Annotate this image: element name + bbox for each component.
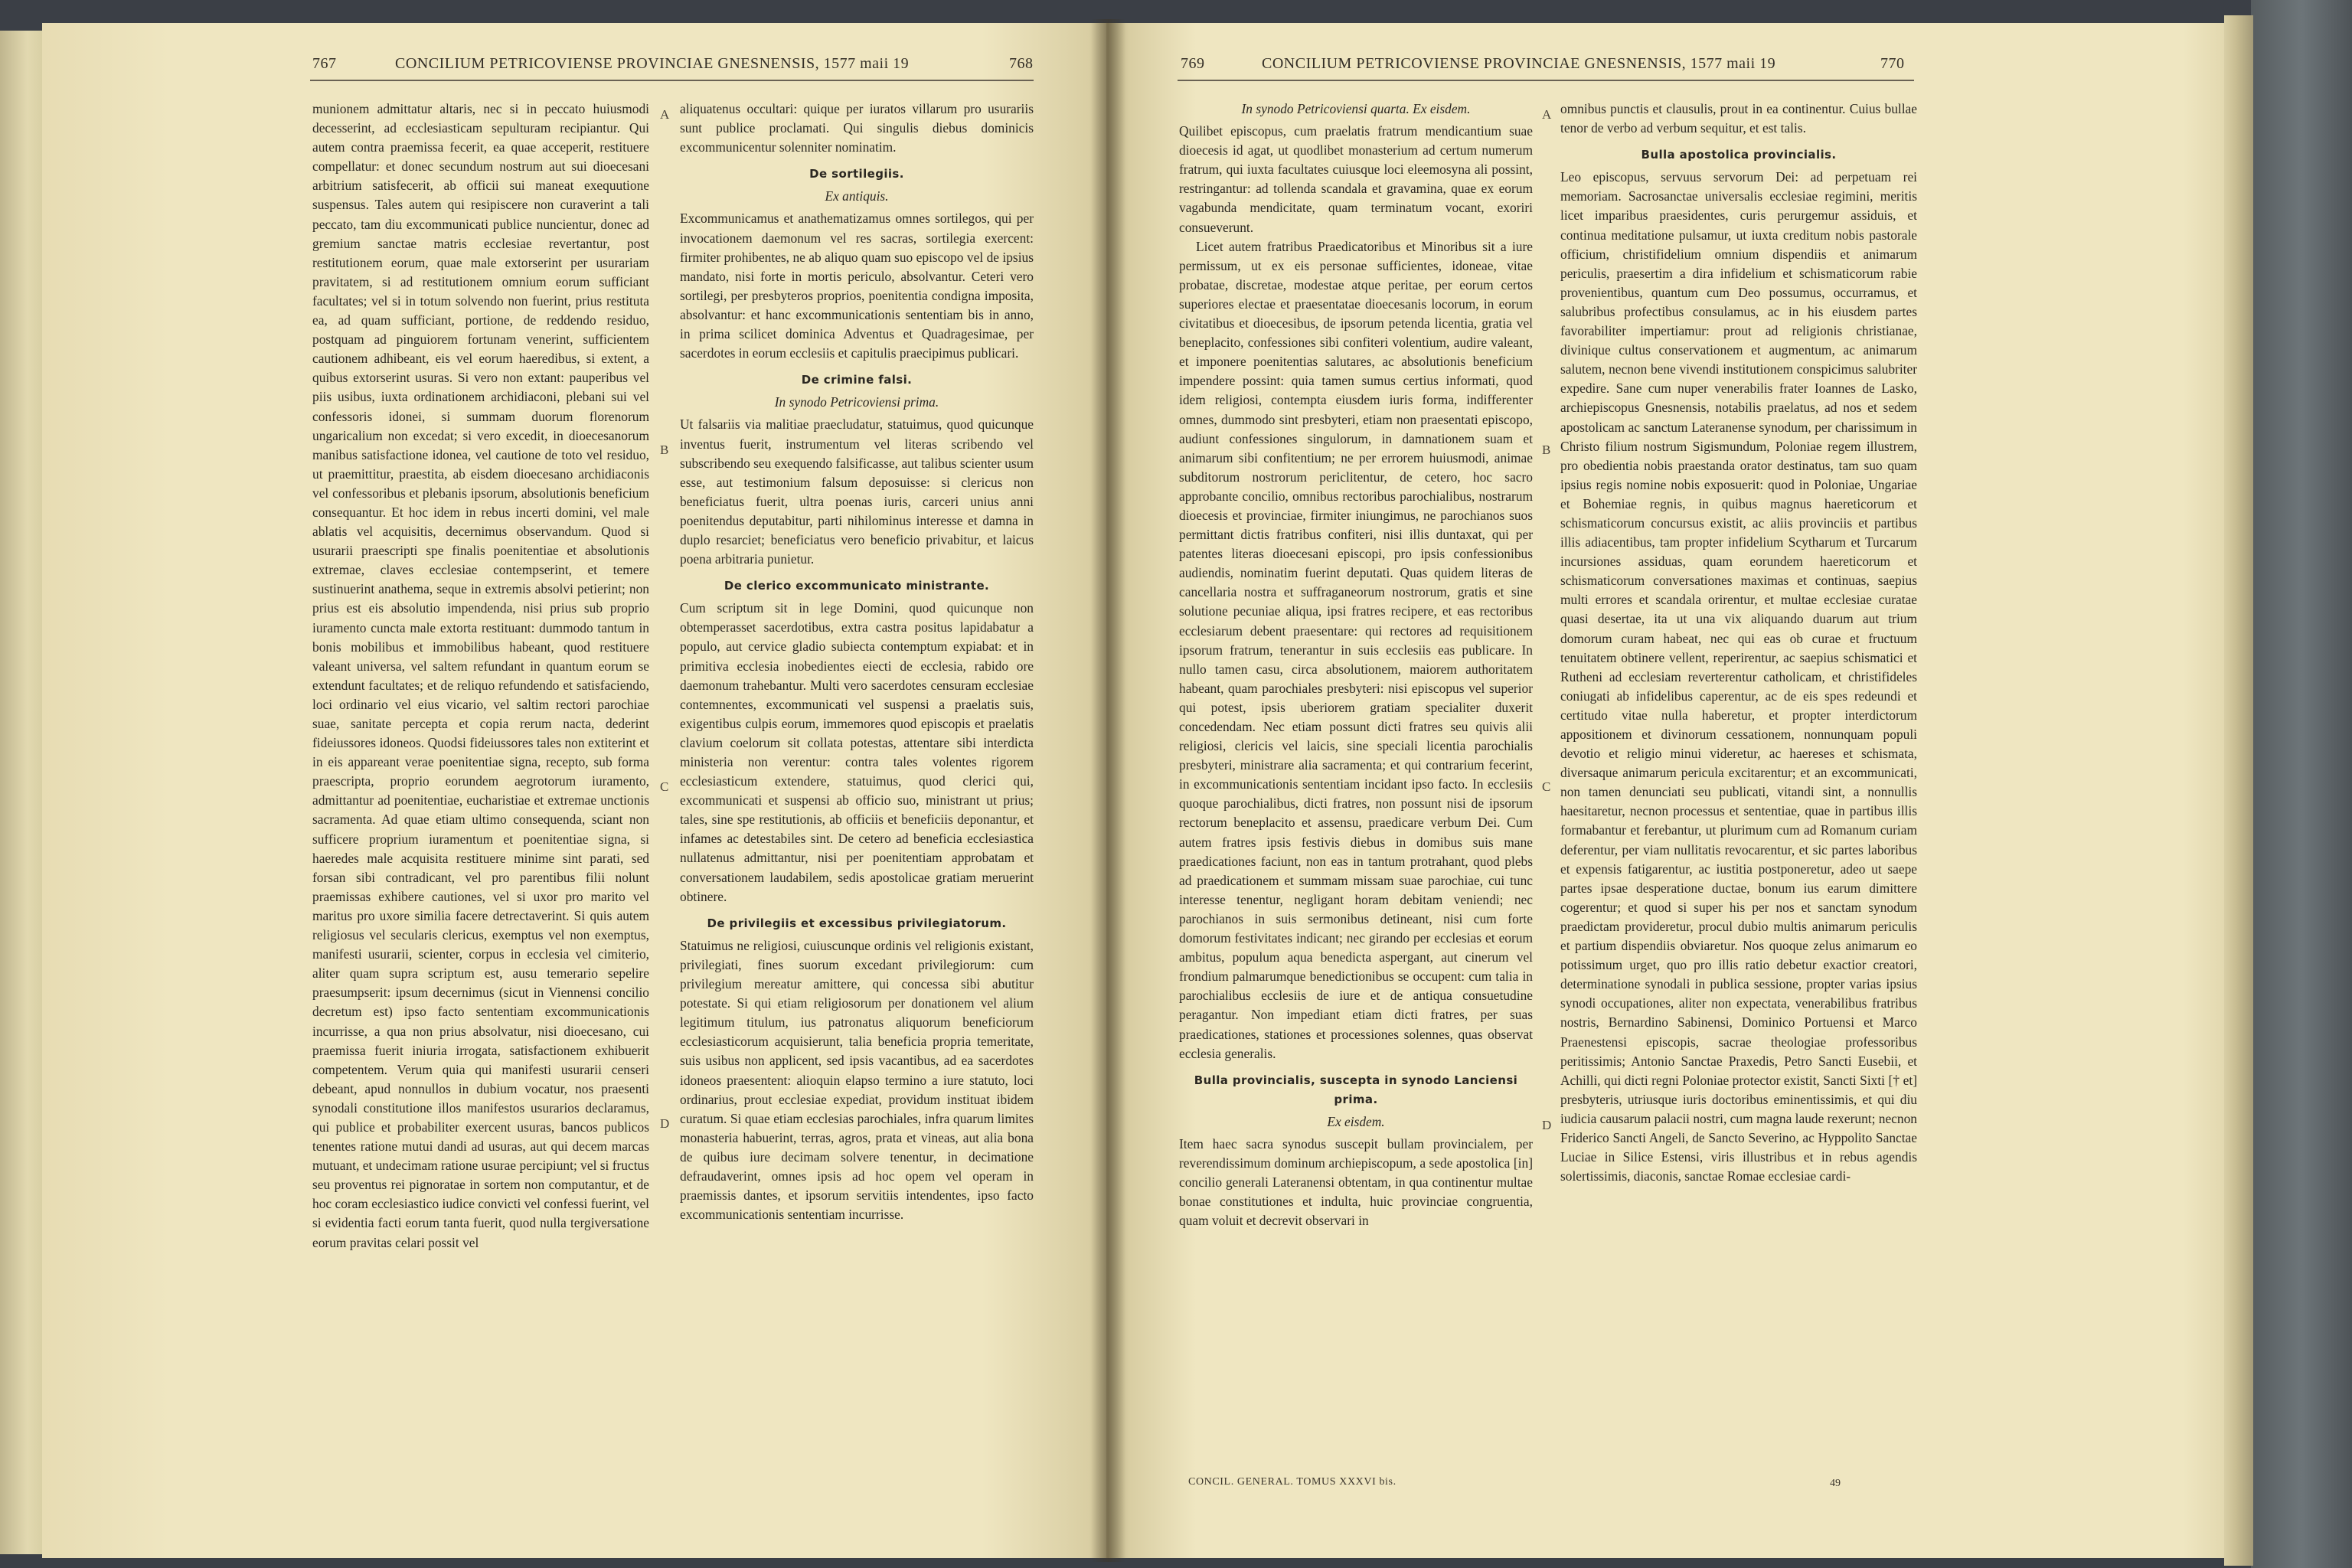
page-number: 767 — [312, 55, 337, 72]
section-heading: De sortilegiis. — [809, 167, 904, 181]
page-number: 768 — [1009, 55, 1034, 72]
section-heading: Bulla provincialis, suscepta in synodo Lanciensi prima. — [1194, 1073, 1518, 1106]
page-number: 769 — [1181, 55, 1205, 72]
paragraph: Item haec sacra synodus suscepit bullam provincialem, per reverendissimum dominum archiepiscopum, a sede apostolica [in] concilio generali Lateranensi obtentam, in qua continentur multae bonae constitutiones et indulta, huic provinciae congruentia, quam voluit et decrevit observari in — [1179, 1135, 1533, 1229]
right-column-1 — [1179, 100, 1533, 1478]
page-number: 770 — [1880, 55, 1905, 72]
margin-letter: D — [660, 1116, 670, 1131]
paragraph: aliquatenus occultari: quique per iuratos villarum pro usurariis sunt publice proclamati. Qui singulis diebus dominicis excommunicentur solenniter nominatim. — [680, 101, 1034, 155]
margin-letter: B — [1542, 443, 1551, 457]
paragraph: Ut falsariis via malitiae praecludatur, statuimus, quod quicunque inventus fuerit, instrumentum vel literas scribendo vel subscribendo seu exequendo falsificasse, aut talibus scienter usum esse, aut testimonium falsum deposuisse: si clericus non beneficiatus fuerit, ultra poenas iuris, carceri unius anni poenitendus deputabitur, parti nihilominus interesse et damna in duplo resarciet; beneficiatus vero beneficio privabitur, et laicus poena arbitraria punietur. — [680, 416, 1034, 567]
footer-signature-line: CONCIL. GENERAL. TOMUS XXXVI bis. — [1188, 1476, 1396, 1488]
margin-letter: D — [1542, 1118, 1552, 1132]
head-rule — [310, 80, 1034, 81]
paragraph: Quilibet episcopus, cum praelatis fratrum mendicantium suae dioecesis id agat, ut quodlibet monasterium ad certum numerum fratrum, qui iuxta facultates cuiusque loci eleemosyna ali possint, restringantur: ad tollenda scandala et gravamina, quae ex eorum vagabunda mendicitate, quam terminatum vocant, exoriri consueverunt. — [1179, 123, 1533, 235]
margin-letter: B — [660, 443, 669, 457]
paragraph: Cum scriptum sit in lege Domini, quod quicunque non obtemperasset sacerdotibus, extra castra positus lapidabatur a populo, aut cervice gladio subiecta contemptum expiabat: et in primitiva ecclesia inobedientes eiecti de ecclesia, rabido ore daemonum trahebantur. Multi vero sacerdotes censuram ecclesiae contemnentes, excommunicati vel suspensi a praelatis suis, exigentibus culpis eorum, immemores quod episcopis et praelatis clavium coelorum sit collata potestas, attentare sibi interdicta ministeria non verentur: contra tales volentes rigorem ecclesiasticum extendere, statuimus, quod clerici qui, excommunicati et suspensi ab officio suo, ministrant ut prius; tales, sine spe restitutionis, ab officiis et beneficiis deponantur, et infames ac detestabiles sint. De cetero ad beneficia ecclesiastica nullatenus admittantur, nisi per poenitentiam approbatam et conversationem laudabilem, sedis apostolicae gratiam meruerint obtinere. — [680, 600, 1034, 904]
section-heading: De crimine falsi. — [801, 373, 913, 387]
section-heading: Bulla apostolica provincialis. — [1641, 148, 1837, 162]
margin-letter: A — [1542, 107, 1552, 122]
margin-letter: C — [1542, 779, 1551, 794]
right-column-2 — [1560, 100, 1917, 1478]
section-source: Ex antiquis. — [825, 188, 889, 204]
running-title: CONCILIUM PETRICOVIENSE PROVINCIAE GNESNENSIS, 1577 maii 19 — [1262, 55, 1776, 72]
section-heading: De clerico excommunicato ministrante. — [724, 579, 990, 593]
paragraph: munionem admittatur altaris, nec si in peccato huiusmodi decesserint, ad ecclesiasticam sepulturam recipiantur. Qui autem contra praemissa fecerit, ea quae acceperit, restituere compellatur: et donec secundum nostrum aut sui dioecesani arbitrium satisfecerit, ab officii sui maneat exequutione suspensus. Tales autem qui resipiscere non curaverint a tali peccato, tam diu excommunicati publice nuncientur, donec ad gremium sanctae matris ecclesiae revertantur, post restitutionem eorum, quae male extorserint per usurariam pravitatem, si ad restitutionem omnium eorum sufficiant facultates; vel si in totum solvendo non fuerint, prius restituta ea, ad quam sufficiant, portione, de reddendo residuo, postquam ad pinguiorem fortunam venerint, sufficientem cautionem adhibeant, eis vel eorum haeredibus, si extent, a quibus extorserint usuras. Si vero non extant: pauperibus vel piis usibus, iuxta ordinationem archidiaconi, plebani sui vel confessoris idonei, si summam duorum florenorum ungaricalium non excedat; si vero excedit, in dioecesanorum manibus satisfactione idonea, vel cautione de toto vel residuo, ut praemittitur, praestita, ab eisdem dioecesano archidiaconis vel confessoribus et plebanis ipsorum, absolutionis beneficium consequantur. Et hoc idem in rebus incerti domini, vel male ablatis vel acquisitis, decernimus observandum. Quod si usurarii praescripti spe finalis poenitentiae et absolutionis extremae, claves ecclesiae contempserint, et temere sustinuerint anathema, seque in extremis absolvi petierint; non prius est eis absolutio impendenda, nisi prius sub proprio iuramento cuncta male extorta restituant: dummodo tantum in bonis mobilibus et immobilibus habeant, quod restituere valeant universa, vel saltem refundant in quantum eorum se extendunt facultates; et de reliquo refundendo et satisfaciendo, loci ordinario vel eius vicario, vel saltim rectori parochiae suae, sanitate percepta et copia rerum nacta, dederint fideiussores idoneos. Quodsi fideiussores tales non extiterint et in eis appareant verae poenitentiae signa, recepto, sub forma praescripta, proprio eorundem aegrotorum iuramento, admittantur ad poenitentiae, eucharistiae et extremae unctionis sacramenta. Ad quae etiam ultimo consequenda, sciant non sufficere proprium iuramentum et poenitentiae signa, si haeredes male acquisita restituere minime sint parati, sed forsan sibi contradicant, vel pro parentibus filii nolunt praemissas exhibere cautiones, vel si uxor pro marito vel maritus pro uxore similia facere detrectaverint. Si quis autem religiosus vel secularis clericus, exemptus vel non exemptus, manifesti usurarii, scienter, corpus in ecclesia vel cimiterio, aliter quam supra scriptum est, ausu temerario sepelire praesumpserit: ipsum decernimus (sicut in Viennensi concilio decretum est) ipso facto sententiam excommunicationis incurrisse, a qua non prius absolvatur, nisi dioecesano, cui praemissa fuerit iniuria irrogata, satisfactionem exhibuerit competentem. Verum quia qui manifesti usurarii censeri debeant, apud nonnullos in dubium vocatur, nos praesenti synodali constitutione illos manifestos usurarios declaramus, qui publice et probabiliter exercent usuras, bancos publicos tenentes ratione mutui dandi ad usuras, aut qui decem marcas mutuant, et undecimam ratione usurae percipiunt; vel si fructus seu proventus rei pignoratae in sortem non computantur, et de hoc coram ecclesiastico iudice convicti vel confessi fuerint, vel si evidentia facti eorum tanta fuerit, quod nulla tergiversatione eorum pravitas celari possit vel — [312, 101, 649, 1250]
paragraph: Leo episcopus, servuus servorum Dei: ad perpetuam rei memoriam. Sacrosanctae universalis ecclesiae regimini, meritis licet imparibus praesidentes, curis perurgemur assiduis, et continua meditatione pulsamur, ut iuxta creditum nobis pastorale officium, christifidelium omnium dispendiis et animarum periculis, praesertim a dira infidelium et schismaticorum rabie provenientibus, quantum cum Deo possumus, occurramus, et salubribus profectibus consulamus, ac in his eiusdem partes favorabiliter impertiamur: prout ad religionis christianae, divinique cultus conservationem et augmentum, ac animarum salutem, necnon bene vivendi institutionem conspicimus salubriter expedire. Sane cum nuper venerabilis frater Ioannes de Lasko, archiepiscopus Gnesnensis, notabilis praelatus, ad nos et sedem apostolicam ac sanctum Lateranense synodum, per charissimum in Christo filium nostrum Sigismundum, Poloniae regem illustrem, pro obedientia nobis praestanda orator destinatus, tam suo quam ipsius regis nomine nobis exposuerit: quod in Poloniae, Ungariae et Bohemiae regnis, in quibus magnus haereticorum et schismaticorum concursus existit, ac aliis provinciis et partibus illis adiacentibus, tam propter infidelium Scytharum et Turcarum incursiones assiduas, quam eorundem haereticorum et schismaticorum conversationes maximas et continuas, saepius multi errores et scandala orirentur, et multae ecclesiae curatae quasi desertae, ita ut una vix aliquando duarum aut trium domorum curam habeat, nec qui eas ob curae et fructuum tenuitatem obtinere vellent, reperirentur, ac saepius schismatici et Rutheni ad ecclesiam reverterentur catholicam, et christifideles coniugati ab infidelibus caperentur, ac de eis spes redeundi et certitudo vitae nulla haberetur, et propter interdictorum appositionem et divinorum cessationem, nonnunquam populi devotio et religio minui videretur, ac haereses et schismata, diversaque animarum pericula excitarentur; et an excommunicati, non tamen denunciati seu publicati, vitandi sint, a nonnullis haesitaretur, necnon processus et sententiae, quae in partibus illis formabantur et ferebantur, ut plurimum cum ad Romanum curiam deferentur, per viam nullitatis revocarentur, et sic partes laboribus et expensis fatigarentur, ac iustitia postponeretur, adeo ut saepe partes ipsae desperatione ductae, bonum ius earum dimittere cogerentur; et quod si super his per nos et sanctam synodum praedictam provideretur, procul dubio multis animarum periculis et partium dispendiis obviaretur. Nos quoque zelus animarum eo potissimum urget, quo pro illis ratio debetur exactior creatori, determinatione synodali in publica sessione, propter varias ipsius synodi occupationes, aliter non expectata, venerabilibus fratribus nostris, Bernardino Sabinensi, Dominico Portuensi et Marco Praenestensi episcopis, sacrae theologiae professoribus peritissimis; Antonio Sanctae Praxedis, Petro Sancti Eusebii, et Achilli, qui dicti regni Poloniae protector existit, Sancti Sixti [† et] presbyteris, utriusque iuris doctoribus eminentissimis, et qui diu iudicia causarum palacii nostri, cum magna laude rexerunt; necnon Friderico Sancti Angeli, de Sancto Severino, ac Hyppolito Sanctae Luciae in Silice Estensi, viris illustribus et in rebus agendis solertissimis, diaconis, sanctae Romae ecclesiae cardi- — [1560, 169, 1917, 1184]
gathering-signature: 49 — [1830, 1478, 1841, 1489]
book-gutter — [1091, 19, 1125, 1562]
margin-letter: A — [660, 107, 670, 122]
paragraph: omnibus punctis et clausulis, prout in ea continentur. Cuius bullae tenor de verbo ad verbum sequitur, et est talis. — [1560, 101, 1917, 136]
running-title: CONCILIUM PETRICOVIENSE PROVINCIAE GNESNENSIS, 1577 maii 19 — [395, 55, 910, 72]
paragraph: Statuimus ne religiosi, cuiuscunque ordinis vel religionis existant, privilegiati, fines suorum excedant privilegiorum: cum privilegium mereatur amittere, qui concessa sibi abutitur potestate. Si qui etiam religiosorum per donationem vel alium legitimum titulum, ius patronatus aliquorum beneficiorum ecclesiasticorum acquisierunt, talia beneficia propria temeritate, suis usibus non applicent, sed ipsis vacantibus, ad ea sacerdotes idoneos praesentent: alioquin elapso termino a iure statuto, loci ordinarius, prout ecclesiae expediat, providum instituat ibidem curatum. Si quae etiam ecclesias parochiales, infra quarum limites monasteria habuerint, terras, agros, prata et vineas, aut alia bona de quibus iure decimam solvere tenentur, in decimatione defraudaverint, omnes ipsis ad hoc opem vel operam in praemissis dantes, et ipsorum servitiis intendentes, ipso facto excommunicationis sententiam incurrisse. — [680, 937, 1034, 1223]
paragraph: Licet autem fratribus Praedicatoribus et Minoribus sit a iure permissum, ut ex eis personae sufficientes, idoneae, vitae probatae, discretae, modestae atque peritae, per eorum certos superiores electae et praesentatae dioecesanis locorum, in eorum civitatibus et dioecesibus, de ipsorum petenda licentia, gratia vel beneplacito, confessiones sibi confiteri volentium, audire valeant, et imponere poenitentias salutares, ac absolutionis beneficium impendere possint: quia tamen sumus certius informati, quod idem religiosi, contempta eiusdem iuris forma, indifferenter omnes, dummodo sint presbyteri, etiam non praesentati episcopo, audiunt confessiones singulorum, in damnationem suam et animarum sibi confitentium; ne per errorem huiusmodi, animae subditorum nostrorum periclitentur, de cetero, hoc sacro approbante concilio, omnibus rectoribus parochialibus, nostrarum dioecesis et provinciae, firmiter iniungimus, ne parochianos suos permittant dictis fratribus confiteri, nisi illis duntaxat, qui per patentes literas dioecesani episcopi, pro ipsis confessionibus audiendis, nominatim fuerint deputati. Quas quidem literas de cancellaria nostra et suffraganeorum nostrorum, gratis et sine solutione pecuniae aliqua, ipsi fratres recipere, et eas rectoribus ecclesiarum debent praesentare: qui rectores ad requisitionem ipsorum fratrum, tenerantur in suis ecclesiis eas publicare. In nullo tamen casu, circa absolutionem, maiorem authoritatem habeant, quam parochiales presbyteri: nisi episcopus vel superior qui potest, ipsis uberiorem gratiam specialiter duxerit concedendam. Nec etiam possunt dicti fratres seu quivis alii religiosi, clericis vel laicis, sine speciali licentia parochialis presbyteri, ministrare alia sacramenta; et qui contrarium fecerint, in excommunicationis sententiam incidant ipso facto. In ecclesiis quoque parochialibus, dicti fratres, non possunt nisi de ipsorum rectorum beneplacito et assensu, praedicare verbum Dei. Cum autem fratres ipsis festivis diebus in domibus suis mane praedicationes faciunt, non eas in tantum protrahant, quod plebs ad praedicationem et summam missam suae parochiae, cui tunc interesse tenentur, negligant horam debitam veniendi; nec parochianos in suis sermonibus detineant, nisi cum forte domorum festivitates indicant; nec girando per ecclesias et eorum ambitus, populum aqua benedicta aspergant, aut cinerum vel frondium palmarumque benedictionibus se occupent: cum talia in parochialibus ecclesiis de iure et de antiqua consuetudine peragantur. Non impediant etiam dicti fratres, per suas praedicationes, stationes et processiones solennes, quas observat ecclesia generalis. — [1179, 238, 1533, 1061]
section-source: In synodo Petricoviensi quarta. Ex eisdem. — [1241, 101, 1471, 116]
section-source: Ex eisdem. — [1327, 1113, 1385, 1129]
margin-letter: C — [660, 779, 669, 794]
right-page-edges — [2224, 15, 2253, 1566]
section-heading: De privilegiis et excessibus privilegiatorum. — [707, 916, 1007, 930]
left-column-2 — [680, 100, 1034, 1470]
background-surface — [2251, 0, 2352, 1568]
head-rule — [1178, 80, 1914, 81]
left-page-edges — [0, 31, 46, 1554]
section-source: In synodo Petricoviensi prima. — [774, 394, 939, 410]
left-column-1 — [312, 100, 649, 1470]
paragraph: Excommunicamus et anathematizamus omnes sortilegos, qui per invocationem daemonum vel res sacras, sortilegia exercent: firmiter prohibentes, ne ab aliquo quam suo episcopo vel de ipsius mandato, nisi forte in mortis periculo, absolvantur. Ceteri vero sortilegi, per presbyteros proprios, poenitentia condigna imposita, absolvantur: et hanc excommunicationis sententiam bis in anno, in prima scilicet dominica Adventus et Quadragesimae, per sacerdotes in eorum ecclesiis et capitulis praecipimus publicari. — [680, 211, 1034, 361]
